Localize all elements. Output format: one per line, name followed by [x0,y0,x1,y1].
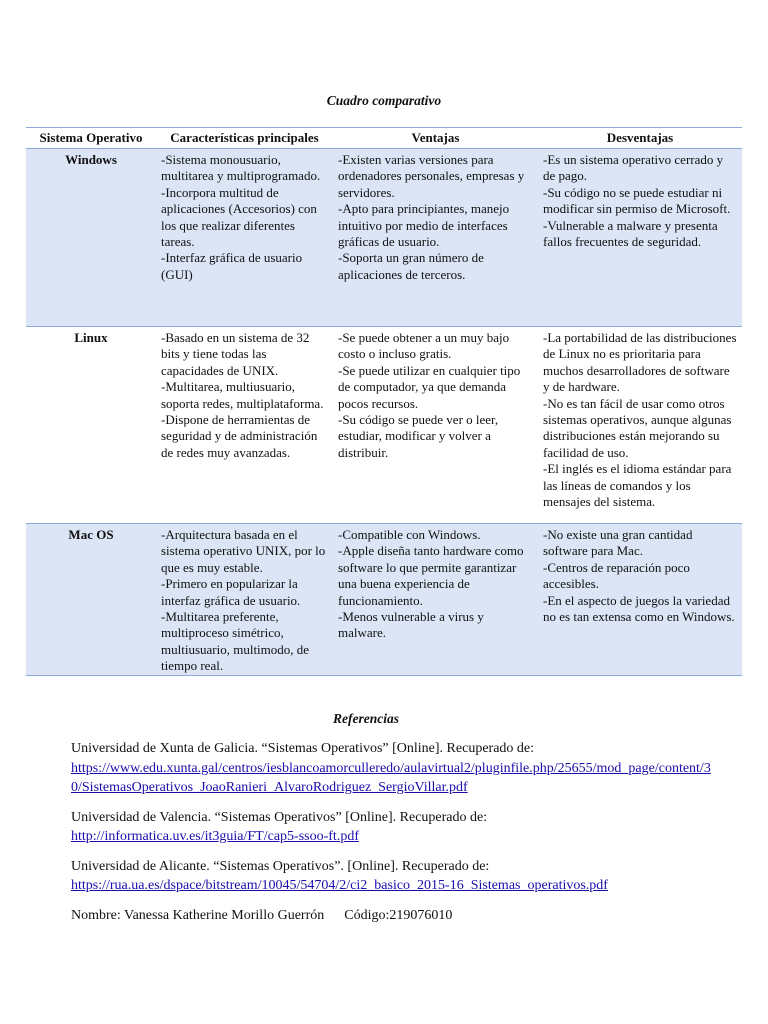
caracteristicas-cell [156,524,333,676]
reference-item [71,857,711,896]
cell-line: -Se puede utilizar en cualquier tipo de computador, ya que demanda pocos recursos. [338,362,521,411]
cell-line: -Es un sistema operativo cerrado y de pago. [543,152,724,184]
cell-line: -Apto para principiantes, manejo intuitivo por medio de interfaces gráficas de usuario. [338,201,510,250]
table-header-row [26,128,742,149]
ventajas-cell [333,327,538,524]
cell-line: -Existen varias versiones para ordenadores personales, empresas y servidores. [338,152,525,200]
table-row [26,524,742,676]
ventajas-cell [333,149,538,327]
cell-line: -En el aspecto de juegos la variedad no es tan extensa como en Windows. [543,592,735,625]
reference-link[interactable]: https://rua.ua.es/dspace/bitstream/10045/54704/2/ci2_basico_2015-16_Sistemas_operativos.pdf [71,878,608,893]
cell-line: -No existe una gran cantidad software para Mac. [543,527,693,559]
cell-line: -El inglés es el idioma estándar para las líneas de comandos y los mensajes del sistema. [543,461,732,510]
cell-line: -Basado en un sistema de 32 bits y tiene todas las capacidades de UNIX. [161,330,310,378]
reference-text: Universidad de Alicante. “Sistemas Operativos”. [Online]. Recuperado de: [71,858,490,874]
author-name: Nombre: Vanessa Katherine Morillo Guerrón [71,907,325,923]
references-list [71,739,711,925]
cell-line: -Sistema monousuario, multitarea y multiprogramado. [161,152,321,184]
reference-item [71,808,711,847]
cell-line: -Vulnerable a malware y presenta fallos frecuentes de seguridad. [543,217,718,250]
table-row [26,149,742,327]
header-cell: Ventajas [333,128,538,149]
comparison-table [26,127,742,676]
cell-line: -Primero en popularizar la interfaz gráfica de usuario. [161,576,301,608]
cell-line: -Incorpora multitud de aplicaciones (Accesorios) con los que realizar diferentes tareas. [161,184,317,250]
desventajas-cell [538,524,742,676]
cell-line: -Menos vulnerable a virus y malware. [338,609,484,641]
cell-line: -Su código no se puede estudiar ni modificar sin permiso de Microsoft. [543,184,731,217]
cell-line: -Centros de reparación poco accesibles. [543,559,690,592]
header-cell: Desventajas [538,128,742,149]
cell-line: -Su código se puede ver o leer, estudiar, modificar y volver a distribuir. [338,412,499,460]
reference-link[interactable]: https://www.edu.xunta.gal/centros/iesblancoamorculleredo/aulavirtual2/pluginfile.php/25655/mod_page/content/30/SistemasOperativos_JoaoRanieri_AlvaroRodriguez_SergioVillar.pdf [71,760,711,795]
cell-line: -Interfaz gráfica de usuario (GUI) [161,250,303,282]
references-title: Referencias [333,711,399,726]
cell-line: -Apple diseña tanto hardware como software lo que permite garantizar una buena experiencia de funcionamiento. [338,543,524,608]
cell-line: -Multitarea, multiusuario, soporta redes, multiplataforma. [161,379,324,411]
cell-line: -No es tan fácil de usar como otros sistemas operativos, aunque algunas distribuciones están mejorando su facilidad de uso. [543,395,732,460]
cell-line: -Dispone de herramientas de seguridad y de administración de redes muy avanzadas. [161,412,318,460]
cell-line: -Arquitectura basada en el sistema operativo UNIX, por lo que es muy estable. [161,527,326,575]
reference-text: Universidad de Xunta de Galicia. “Sistemas Operativos” [Online]. Recuperado de: [71,741,535,756]
ventajas-cell [333,524,538,676]
header-cell: Sistema Operativo [26,128,156,149]
reference-text: Universidad de Valencia. “Sistemas Operativos” [Online]. Recuperado de: [71,809,488,825]
desventajas-cell [538,327,742,524]
page-title: Cuadro comparativo [326,93,442,108]
caracteristicas-cell [156,149,333,327]
os-name-cell: Linux [26,327,156,524]
os-name-cell: Windows [26,149,156,327]
author-line [71,906,711,926]
desventajas-cell [538,149,742,327]
reference-item [71,739,711,798]
cell-line: -La portabilidad de las distribuciones de Linux no es prioritaria para muchos desarrolladores de software y de hardware. [543,330,737,395]
header-cell: Características principales [156,128,333,149]
table-row [26,327,742,524]
cell-line: -Soporta un gran número de aplicaciones de terceros. [338,250,484,282]
os-name-cell: Mac OS [26,524,156,676]
cell-line: -Compatible con Windows. [338,527,481,542]
author-code: Código:219076010 [344,907,453,923]
caracteristicas-cell [156,327,333,524]
cell-line: -Multitarea preferente, multiproceso simétrico, multiusuario, multimodo, de tiempo real. [161,609,310,674]
cell-line: -Se puede obtener a un muy bajo costo o incluso gratis. [338,330,510,362]
reference-link[interactable]: http://informatica.uv.es/it3guia/FT/cap5-ssoo-ft.pdf [71,829,359,844]
